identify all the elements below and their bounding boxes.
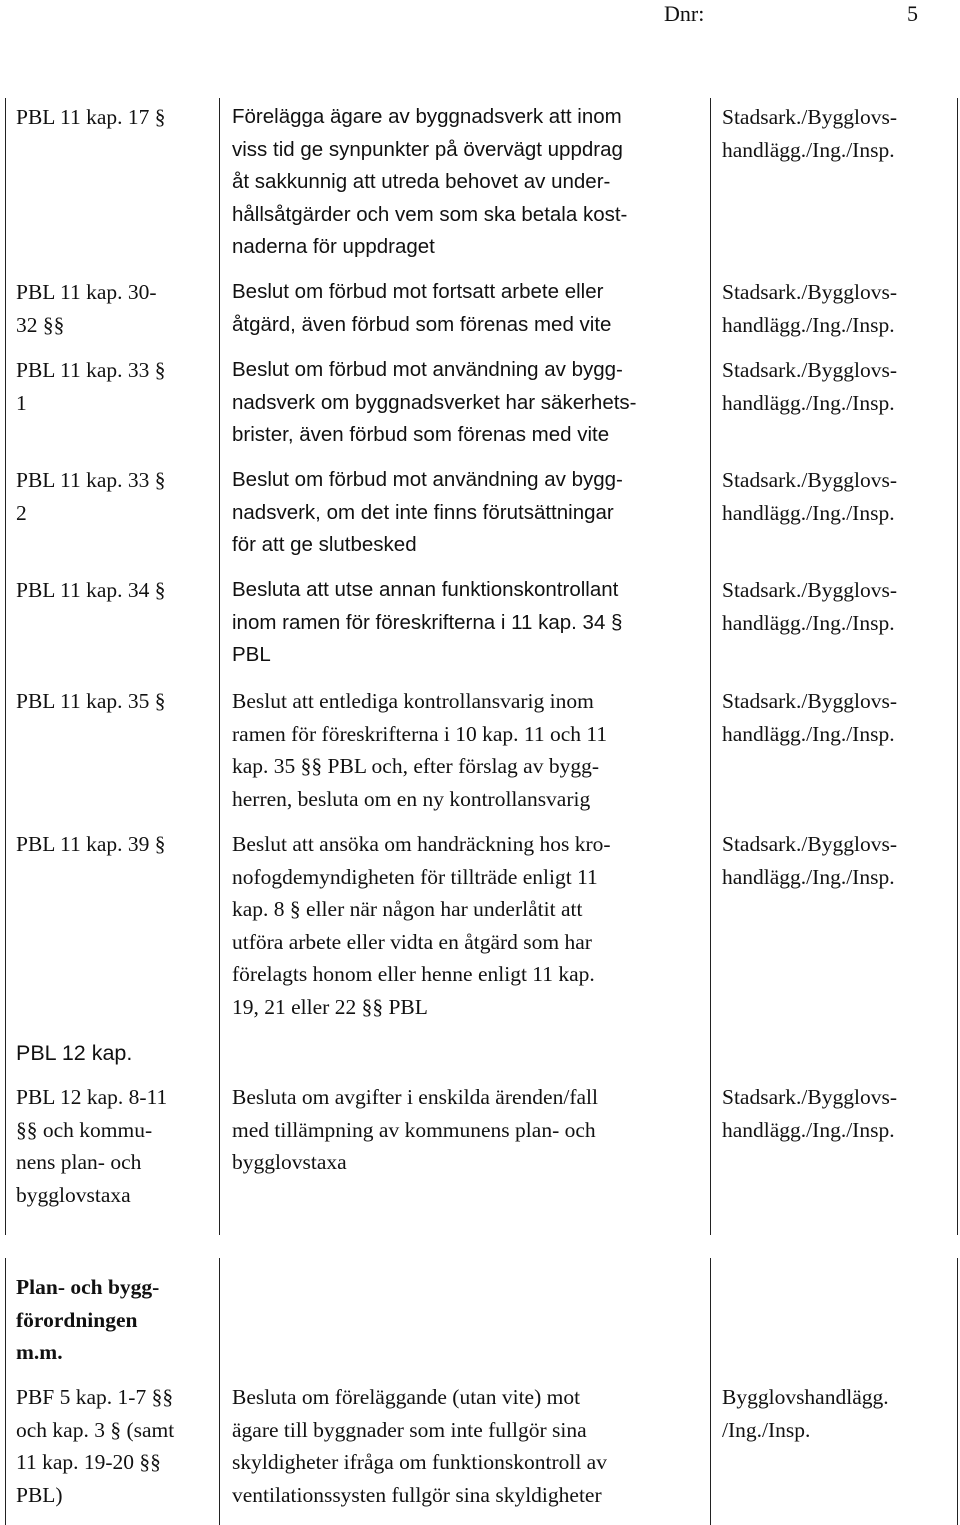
delegate-line: Stadsark./Bygglovs-	[722, 832, 897, 856]
row-reference	[16, 574, 216, 607]
delegate-line: handlägg./Ing./Insp.	[722, 312, 895, 337]
row-description	[232, 276, 702, 341]
delegate-line: Stadsark./Bygglovs-	[722, 578, 897, 602]
reference-line: PBL 11 kap. 17 §	[16, 105, 166, 129]
row-reference	[16, 464, 216, 529]
description-line: brister, även förbud som förenas med vite	[232, 423, 610, 446]
delegate-line: handlägg./Ing./Insp.	[722, 500, 895, 525]
description-line: nofogdemyndigheten för tillträde enligt 11	[232, 864, 598, 889]
description-line: åt sakkunnig att utreda behovet av under-	[232, 170, 611, 193]
row-delegate	[722, 464, 958, 529]
row-delegate	[722, 1381, 958, 1446]
table2-rule-left	[5, 1258, 6, 1525]
description-line: ägare till byggnader som inte fullgör sina	[232, 1417, 587, 1442]
row-description	[232, 1381, 702, 1511]
row-delegate	[722, 1081, 958, 1146]
section2-heading	[16, 1271, 216, 1369]
delegate-line: Stadsark./Bygglovs-	[722, 468, 897, 492]
description-line: Förelägga ägare av byggnadsverk att inom	[232, 105, 622, 128]
description-line: nadsverk om byggnadsverket har säkerhets-	[232, 390, 637, 414]
reference-line: PBL 11 kap. 33 §	[16, 468, 166, 492]
description-line: med tillämpning av kommunens plan- och	[232, 1117, 596, 1142]
row-reference	[16, 101, 216, 134]
reference-line: 32 §§	[16, 312, 65, 337]
description-line: ventilationssysten fullgör sina skyldigheter	[232, 1482, 602, 1507]
reference-line: PBL 11 kap. 30-	[16, 280, 157, 304]
delegate-line: handlägg./Ing./Insp.	[722, 390, 895, 415]
row-reference	[16, 685, 216, 718]
delegate-line: handlägg./Ing./Insp.	[722, 610, 895, 635]
row-delegate	[722, 101, 958, 166]
description-line: inom ramen för föreskrifterna i 11 kap. 34 §	[232, 610, 623, 634]
row-reference	[16, 354, 216, 419]
description-line: utföra arbete eller vidta en åtgärd som har	[232, 929, 592, 954]
delegate-line: handlägg./Ing./Insp.	[722, 1117, 895, 1142]
table2-rule-col2	[710, 1258, 711, 1525]
description-line: skyldigheter ifråga om funktionskontroll av	[232, 1450, 607, 1474]
delegate-line: Stadsark./Bygglovs-	[722, 358, 897, 382]
table-rule-right	[957, 98, 958, 1235]
delegate-line: Stadsark./Bygglovs-	[722, 1085, 897, 1109]
description-line: hållsåtgärder och vem som ska betala kost-	[232, 202, 628, 226]
row-reference	[16, 1081, 216, 1211]
table2-rule-col1	[219, 1258, 220, 1525]
reference-line: PBL)	[16, 1482, 63, 1507]
delegate-line: handlägg./Ing./Insp.	[722, 864, 895, 889]
section2-heading-line: förordningen	[16, 1307, 138, 1332]
delegate-line: Stadsark./Bygglovs-	[722, 105, 897, 129]
description-line: Beslut att entlediga kontrollansvarig inom	[232, 689, 594, 713]
section2-heading-line: Plan- och bygg-	[16, 1275, 160, 1299]
description-line: kap. 35 §§ PBL och, efter förslag av bygg-	[232, 754, 600, 778]
reference-line: PBL 11 kap. 34 §	[16, 578, 166, 602]
description-line: Beslut att ansöka om handräckning hos kro-	[232, 832, 611, 856]
row-delegate	[722, 574, 958, 639]
reference-line: nens plan- och	[16, 1150, 142, 1174]
description-line: viss tid ge synpunkter på övervägt uppdrag	[232, 137, 623, 161]
row-description	[232, 828, 702, 1023]
description-line: nadsverk, om det inte finns förutsättningar	[232, 500, 614, 524]
delegate-line: handlägg./Ing./Insp.	[722, 137, 895, 162]
table-rule-col2	[710, 98, 711, 1235]
row-reference	[16, 1381, 216, 1511]
description-line: PBL	[232, 643, 271, 666]
table-rule-col1	[219, 98, 220, 1235]
dnr-label: Dnr:	[664, 1, 705, 26]
reference-line: PBL 11 kap. 39 §	[16, 832, 166, 856]
delegate-line: Stadsark./Bygglovs-	[722, 280, 897, 304]
reference-line: PBL 12 kap. 8-11	[16, 1085, 168, 1109]
reference-line: och kap. 3 § (samt	[16, 1417, 175, 1442]
section-heading	[16, 1037, 216, 1070]
table-rule-left	[5, 98, 6, 1235]
row-description	[232, 685, 702, 815]
reference-line: §§ och kommu-	[16, 1117, 153, 1142]
description-line: 19, 21 eller 22 §§ PBL	[232, 994, 428, 1019]
delegate-line: Stadsark./Bygglovs-	[722, 689, 897, 713]
section-heading-text: PBL 12 kap.	[16, 1041, 133, 1065]
description-line: Besluta att utse annan funktionskontrollant	[232, 578, 619, 601]
description-line: ramen för föreskrifterna i 10 kap. 11 och 11	[232, 721, 608, 746]
description-line: Beslut om förbud mot användning av bygg-	[232, 358, 623, 381]
description-line: åtgärd, även förbud som förenas med vite	[232, 312, 612, 336]
description-line: herren, besluta om en ny kontrollansvarig	[232, 786, 591, 811]
reference-line: 11 kap. 19-20 §§	[16, 1450, 161, 1474]
description-line: naderna för uppdraget	[232, 235, 435, 258]
section2-heading-line: m.m.	[16, 1340, 63, 1364]
reference-line: 2	[16, 500, 27, 525]
description-line: Besluta om föreläggande (utan vite) mot	[232, 1385, 581, 1409]
row-delegate	[722, 276, 958, 341]
page-number: 5	[907, 1, 918, 26]
reference-line: bygglovstaxa	[16, 1182, 131, 1207]
reference-line: PBL 11 kap. 33 §	[16, 358, 166, 382]
row-description	[232, 464, 702, 562]
reference-line: PBL 11 kap. 35 §	[16, 689, 166, 713]
reference-line: PBF 5 kap. 1-7 §§	[16, 1385, 174, 1409]
delegate-line: Bygglovshandlägg.	[722, 1385, 889, 1409]
description-line: Beslut om förbud mot användning av bygg-	[232, 468, 623, 491]
description-line: förelagts honom eller henne enligt 11 kap.	[232, 962, 595, 986]
row-delegate	[722, 685, 958, 750]
row-description	[232, 1081, 702, 1179]
row-reference	[16, 828, 216, 861]
row-delegate	[722, 828, 958, 893]
row-description	[232, 354, 702, 452]
row-delegate	[722, 354, 958, 419]
row-reference	[16, 276, 216, 341]
description-line: Beslut om förbud mot fortsatt arbete eller	[232, 280, 604, 303]
description-line: kap. 8 § eller när någon har underlåtit att	[232, 897, 583, 921]
row-description	[232, 101, 702, 264]
reference-line: 1	[16, 390, 27, 415]
description-line: för att ge slutbesked	[232, 533, 417, 556]
row-description	[232, 574, 702, 672]
delegate-line: handlägg./Ing./Insp.	[722, 721, 895, 746]
delegate-line: /Ing./Insp.	[722, 1417, 811, 1442]
description-line: bygglovstaxa	[232, 1150, 347, 1174]
description-line: Besluta om avgifter i enskilda ärenden/fall	[232, 1085, 598, 1109]
